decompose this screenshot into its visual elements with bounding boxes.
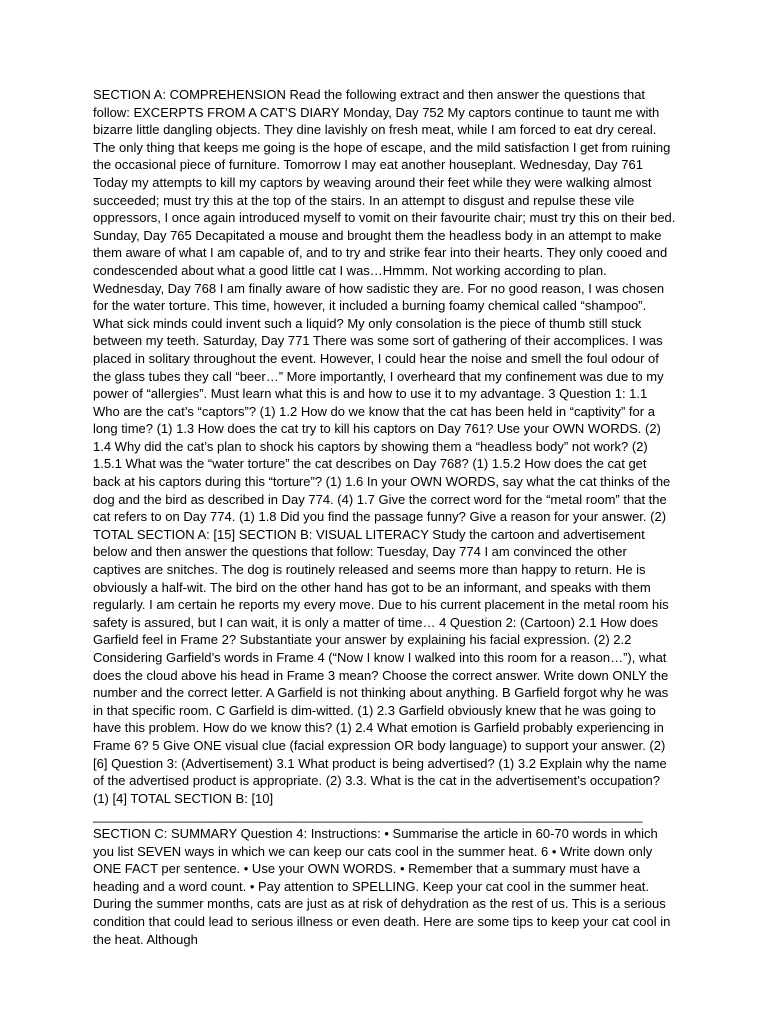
document-page <box>93 86 677 948</box>
document-body-text: SECTION A: COMPREHENSION Read the following extract and then answer the questions that follow: EXCERPTS FROM A CAT’S DIARY Monday, Day 752 My captors continue to taunt me with bizarre little dangling objects. They dine lavishly on fresh meat, while I am forced to eat dry cereal. The only thing that keeps me going is the hope of escape, and the mild satisfaction I get from ruining the occasional piece of furniture. Tomorrow I may eat another houseplant. Wednesday, Day 761 Today my attempts to kill my captors by weaving around their feet while they were walking almost succeeded; must try this at the top of the stairs. In an attempt to disgust and repulse these vile oppressors, I once again introduced myself to vomit on their favourite chair; must try this on their bed. Sunday, Day 765 Decapitated a mouse and brought them the headless body in an attempt to make them aware of what I am capable of, and to try and strike fear into their hearts. They only cooed and condescended about what a good little cat I was…Hmmm. Not working according to plan. Wednesday, Day 768 I am finally aware of how sadistic they are. For no good reason, I was chosen for the water torture. This time, however, it included a burning foamy chemical called “shampoo”. What sick minds could invent such a liquid? My only consolation is the piece of thumb still stuck between my teeth. Saturday, Day 771 There was some sort of gathering of their accomplices. I was placed in solitary throughout the event. However, I could hear the noise and smell the foul odour of the glass tubes they call “beer…” More importantly, I overheard that my confinement was due to my power of “allergies”. Must learn what this is and how to use it to my advantage. 3 Question 1: 1.1 Who are the cat’s “captors”? (1) 1.2 How do we know that the cat has been held in “captivity” for a long time? (1) 1.3 How does the cat try to kill his captors on Day 761? Use your OWN WORDS. (2) 1.4 Why did the cat’s plan to shock his captors by showing them a “headless body” not work? (2) 1.5.1 What was the “water torture” the cat describes on Day 768? (1) 1.5.2 How does the cat get back at his captors during this “torture”? (1) 1.6 In your OWN WORDS, say what the cat thinks of the dog and the bird as described in Day 774. (4) 1.7 Give the correct word for the “metal room” that the cat refers to on Day 774. (1) 1.8 Did you find the passage funny? Give a reason for your answer. (2) TOTAL SECTION A: [15] SECTION B: VISUAL LITERACY Study the cartoon and advertisement below and then answer the questions that follow: Tuesday, Day 774 I am convinced the other captives are snitches. The dog is routinely released and seems more than happy to return. He is obviously a half-wit. The bird on the other hand has got to be an informant, and speaks with them regularly. I am certain he reports my every move. Due to his current placement in the metal room his safety is assured, but I can wait, it is only a matter of time… 4 Question 2: (Cartoon) 2.1 How does Garfield feel in Frame 2? Substantiate your answer by explaining his facial expression. (2) 2.2 Considering Garfield’s words in Frame 4 (“Now I know I walked into this room for a reason…”), what does the cloud above his head in Frame 3 mean? Choose the correct answer. Write down ONLY the number and the correct letter. A Garfield is not thinking about anything. B Garfield forgot why he was in that specific room. C Garfield is dim-witted. (1) 2.3 Garfield obviously knew that he was going to have this problem. How do we know this? (1) 2.4 What emotion is Garfield probably experiencing in Frame 6? 5 Give ONE visual clue (facial expression OR body language) to support your answer. (2) [6] Question 3: (Advertisement) 3.1 What product is being advertised? (1) 3.2 Explain why the name of the advertised product is appropriate. (2) 3.3. What is the cat in the advertisement’s occupation? (1) [4] TOTAL SECTION B: [10] ____________________________________________________________________________ SECTION C: SUMMARY Question 4: Instructions: • Summarise the article in 60-70 words in which you list SEVEN ways in which we can keep our cats cool in the summer heat. 6 • Write down only ONE FACT per sentence. • Use your OWN WORDS. • Remember that a summary must have a heading and a word count. • Pay attention to SPELLING. Keep your cat cool in the summer heat. During the summer months, cats are just as at risk of dehydration as the rest of us. This is a serious condition that could lead to serious illness or even death. Here are some tips to keep your cat cool in the heat. Although <box>93 87 676 947</box>
